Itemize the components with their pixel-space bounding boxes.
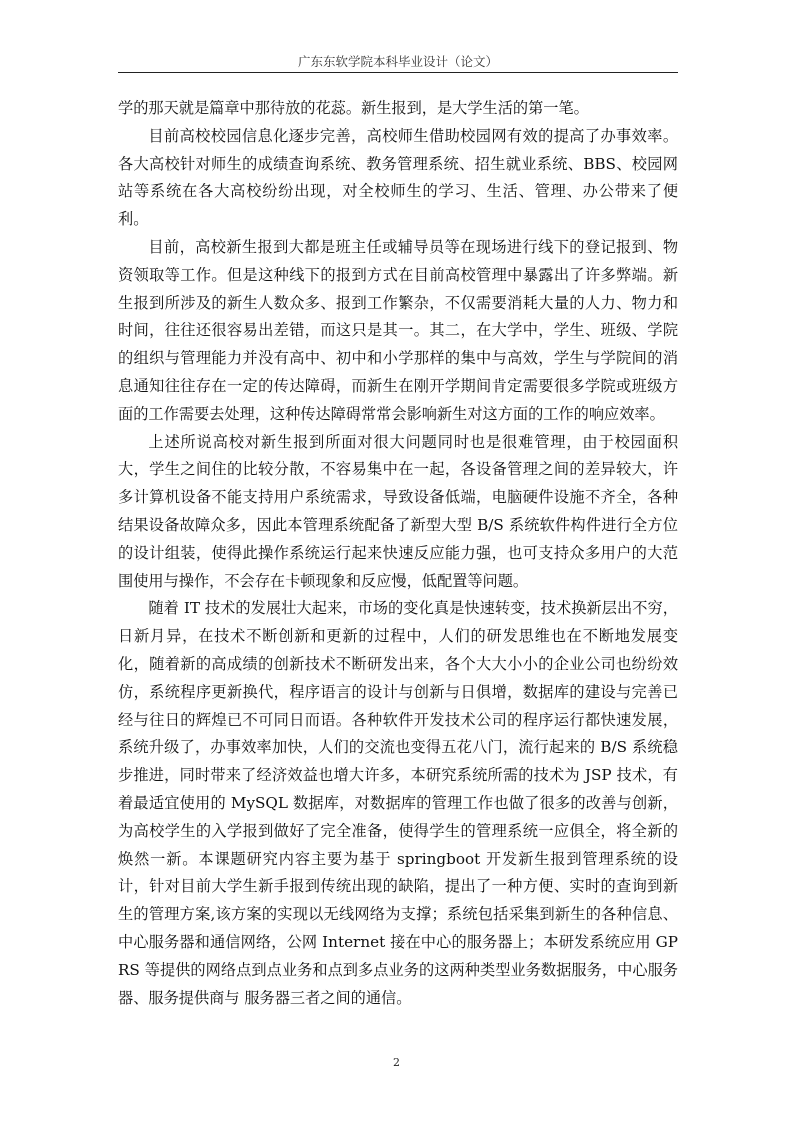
paragraph: 随着 IT 技术的发展壮大起来，市场的变化真是快速转变，技术换新层出不穷，日新月异，在技术不断创新和更新的过程中，人们的研发思维也在不断地发展变化，随着新的高成绩的创新技术不断研发出来，各个大大小小的企业公司也纷纷效仿，系统程序更新换代，程序语言的设计与创新与日俱增，数据库的建设与完善已经与往日的辉煌已不可同日而语。各种软件开发技术公司的程序运行都快速发展，系统升级了，办事效率加快，人们的交流也变得五花八门，流行起来的 B/S 系统稳步推进，同时带来了经济效益也增大许多，本研究系统所需的技术为 JSP 技术，有着最适宜使用的 MySQL 数据库，对数据库的管理工作也做了很多的改善与创新，为高校学生的入学报到做好了完全准备，使得学生的管理系统一应俱全，将全新的焕然一新。本课题研究内容主要为基于 springboot 开发新生报到管理系统的设计，针对目前大学生新手报到传统出现的缺陷，提出了一种方便、实时的查询到新生的管理方案,该方案的实现以无线网络为支撑；系统包括采集到新生的各种信息、中心服务器和通信网络，公网 Internet 接在中心的服务器上；本研发系统应用 GPRS 等提供的网络点到点业务和点到多点业务的这两种类型业务数据服务，中心服务器、服务提供商与 服务器三者之间的通信。 (118, 599, 678, 1007)
paragraph: 目前高校校园信息化逐步完善，高校师生借助校园网有效的提高了办事效率。各大高校针对师生的成绩查询系统、教务管理系统、招生就业系统、BBS、校园网站等系统在各大高校纷纷出现，对全校师生的学习、生活、管理、办公带来了便利。 (118, 126, 678, 229)
paragraph: 上述所说高校对新生报到所面对很大问题同时也是很难管理，由于校园面积大，学生之间住的比较分散，不容易集中在一起，各设备管理之间的差异较大，许多计算机设备不能支持用户系统需求，导致设备低端，电脑硬件设施不齐全，各种结果设备故障众多，因此本管理系统配备了新型大型 B/S 系统软件构件进行全方位的设计组装，使得此操作系统运行起来快速反应能力强，也可支持众多用户的大范围使用与操作，不会存在卡顿现象和反应慢，低配置等问题。 (118, 432, 678, 590)
page-header: 广东东软学院本科毕业设计（论文） (297, 54, 498, 69)
paragraph: 目前，高校新生报到大都是班主任或辅导员等在现场进行线下的登记报到、物资领取等工作。但是这种线下的报到方式在目前高校管理中暴露出了许多弊端。新生报到所涉及的新生人数众多、报到工作繁杂，不仅需要消耗大量的人力、物力和时间，往往还很容易出差错，而这只是其一。其二，在大学中，学生、班级、学院的组织与管理能力并没有高中、初中和小学那样的集中与高效，学生与学院间的消息通知往往存在一定的传达障碍，而新生在刚开学期间肯定需要很多学院或班级方面的工作需要去处理，这种传达障碍常常会影响新生对这方面的工作的响应效率。 (118, 237, 678, 423)
document-body (118, 95, 678, 1012)
paragraph-continued: 学的那天就是篇章中那待放的花蕊。新生报到，是大学生活的第一笔。 (118, 99, 589, 117)
header-rule (118, 72, 678, 73)
page-number: 2 (393, 1056, 400, 1069)
